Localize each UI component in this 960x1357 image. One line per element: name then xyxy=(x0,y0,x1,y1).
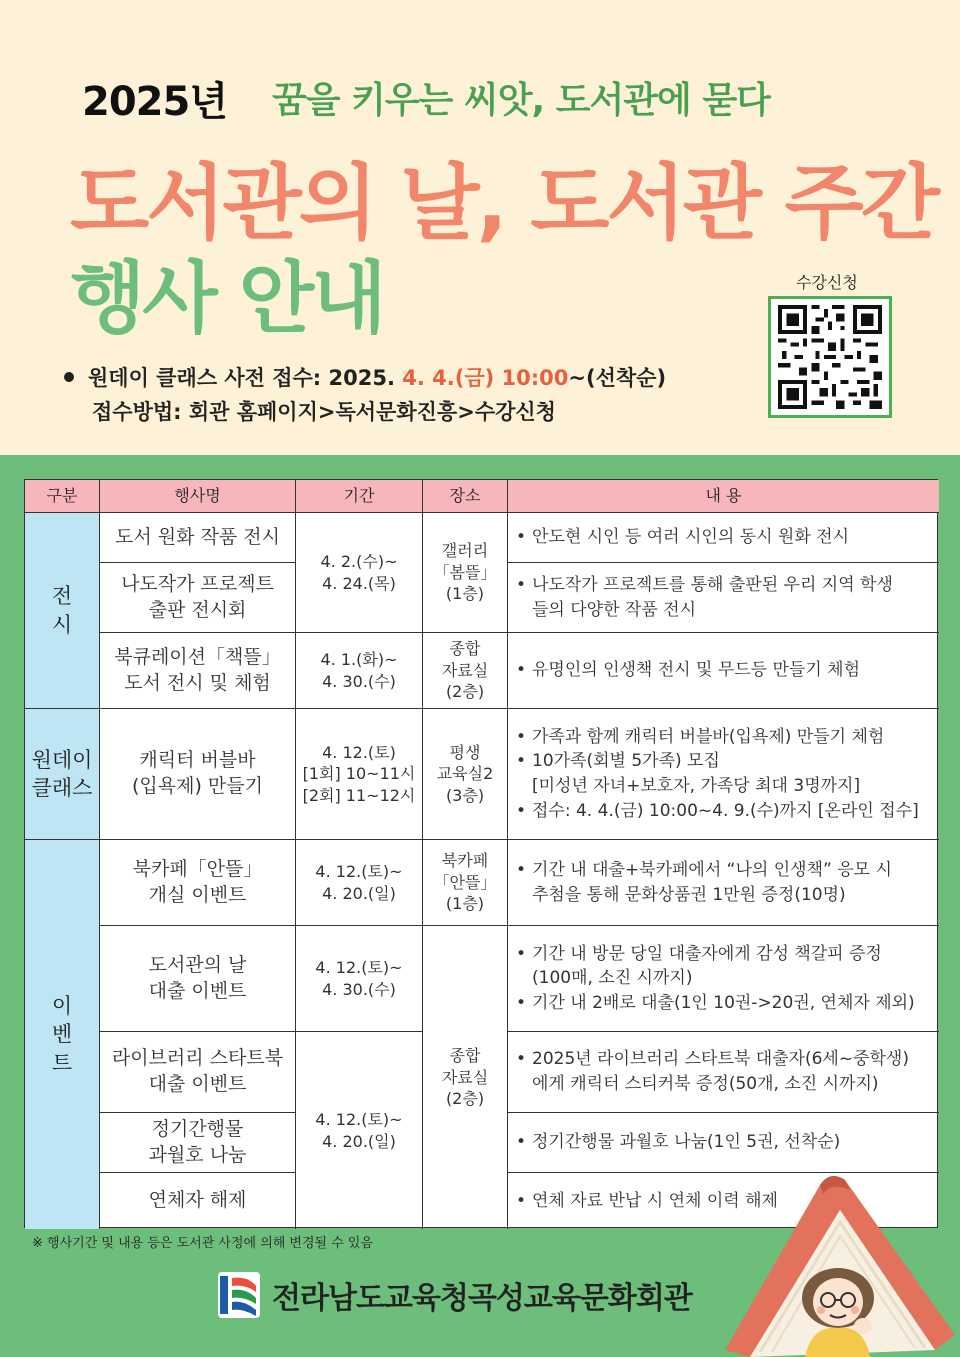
content-item xyxy=(514,1047,909,1096)
event-place: 북카페 「안뜰」 (1층) xyxy=(423,840,508,926)
event-content xyxy=(508,709,939,840)
event-name: 북큐레이션「책뜰」 도서 전시 및 체험 xyxy=(100,633,296,709)
content-line: 추첨을 통해 문화상품권 1만원 증정(10명) xyxy=(532,884,846,905)
event-name: 도서관의 날 대출 이벤트 xyxy=(100,926,296,1032)
event-period: 4. 12.(토)~ 4. 20.(일) xyxy=(296,1032,423,1229)
event-name: 캐릭터 버블바 (입욕제) 만들기 xyxy=(100,709,296,840)
event-period: 4. 1.(화)~ 4. 30.(수) xyxy=(296,633,423,709)
organization-logo-icon xyxy=(218,1272,260,1318)
event-place: 종합 자료실 (2층) xyxy=(423,633,508,709)
content-item xyxy=(514,942,915,991)
content-item: • 안도현 시인 등 여러 시인의 동시 원화 전시 xyxy=(514,525,849,550)
content-item xyxy=(514,858,892,907)
event-content xyxy=(508,633,939,709)
event-period: 4. 12.(토) [1회] 10~11시 [2회] 11~12시 xyxy=(296,709,423,840)
event-name: 나도작가 프로젝트 출판 전시회 xyxy=(100,563,296,633)
schedule-table xyxy=(24,479,938,1228)
year-label: 2025년 xyxy=(82,79,227,125)
content-item: • 가족과 함께 캐릭터 버블바(입욕제) 만들기 체험 xyxy=(514,725,919,750)
slogan: 꿈을 키우는 씨앗, 도서관에 묻다 xyxy=(272,80,770,121)
header-period: 기간 xyxy=(296,480,423,513)
organization-name: 전라남도교육청곡성교육문화회관 xyxy=(272,1281,692,1316)
registration-date: 4. 4.(금) 10:00 xyxy=(402,366,569,390)
content-item: • 연체 자료 반납 시 연체 이력 해제 xyxy=(514,1189,778,1214)
event-name: 연체자 해제 xyxy=(100,1173,296,1229)
registration-suffix: ~(선착순) xyxy=(568,366,667,390)
event-place: 갤러리 「봄뜰」 (1층) xyxy=(423,513,508,633)
bullet-icon xyxy=(64,372,74,382)
category-exhibit: 전 시 xyxy=(25,513,100,709)
category-event: 이 벤 트 xyxy=(25,840,100,1229)
content-item: • 정기간행물 과월호 나눔(1인 5권, 선착순) xyxy=(514,1130,840,1155)
content-line: (100매, 소진 시까지) xyxy=(532,968,693,989)
qr-label: 수강신청 xyxy=(796,273,858,292)
qr-code[interactable] xyxy=(768,296,892,418)
registration-info xyxy=(64,362,666,392)
event-name: 북카페「안뜰」 개실 이벤트 xyxy=(100,840,296,926)
event-content xyxy=(508,926,939,1032)
event-content xyxy=(508,840,939,926)
event-name: 정기간행물 과월호 나눔 xyxy=(100,1113,296,1173)
qr-code-icon xyxy=(777,305,883,409)
content-line: 기간 내 대출+북카페에서 “나의 인생책” 응모 시 xyxy=(532,859,892,880)
content-item: • 유명인의 인생책 전시 및 무드등 만들기 체험 xyxy=(514,658,860,683)
girl-under-book-illustration-icon xyxy=(720,1160,960,1357)
content-line: 기간 내 방문 당일 대출자에게 감성 책갈피 증정 xyxy=(532,943,882,964)
category-oneday: 원데이 클래스 xyxy=(25,709,100,840)
event-place: 평생 교육실2 (3층) xyxy=(423,709,508,840)
content-item: • 기간 내 2배로 대출(1인 10권->20권, 연체자 제외) xyxy=(514,991,915,1016)
content-line: 2025년 라이브러리 스타트북 대출자(6세~중학생) xyxy=(532,1049,909,1070)
header-place: 장소 xyxy=(423,480,508,513)
content-line: [미성년 자녀+보호자, 가족당 최대 3명까지] xyxy=(532,776,861,796)
change-notice: ※ 행사기간 및 내용 등은 도서관 사정에 의해 변경될 수 있음 xyxy=(32,1236,374,1251)
event-period: 4. 12.(토)~ 4. 30.(수) xyxy=(296,926,423,1032)
event-content xyxy=(508,563,939,633)
content-item xyxy=(514,749,919,798)
event-period: 4. 12.(토)~ 4. 20.(일) xyxy=(296,840,423,926)
registration-prefix: 원데이 클래스 사전 접수: 2025. xyxy=(88,366,395,390)
content-line: 에게 캐릭터 스티커북 증정(50개, 소진 시까지) xyxy=(532,1074,879,1094)
title-line2: 행사 안내 xyxy=(70,254,384,344)
event-name: 도서 원화 작품 전시 xyxy=(100,513,296,563)
footer xyxy=(218,1272,692,1318)
header-category: 구분 xyxy=(25,480,100,513)
event-place: 종합 자료실 (2층) xyxy=(423,926,508,1229)
registration-method: 접수방법: 회관 홈페이지>독서문화진흥>수강신청 xyxy=(92,400,556,424)
event-content xyxy=(508,1032,939,1113)
header-event: 행사명 xyxy=(100,480,296,513)
title-line1: 도서관의 날, 도서관 주간 xyxy=(70,156,937,251)
content-item: • 접수: 4. 4.(금) 10:00~4. 9.(수)까지 [온라인 접수] xyxy=(514,799,919,824)
content-item xyxy=(514,573,893,622)
header-content: 내 용 xyxy=(508,480,939,513)
event-name: 라이브러리 스타트북 대출 이벤트 xyxy=(100,1032,296,1113)
content-line: 들의 다양한 작품 전시 xyxy=(532,599,697,620)
content-line: 나도작가 프로젝트를 통해 출판된 우리 지역 학생 xyxy=(532,574,893,595)
content-line: 10가족(회별 5가족) 모집 xyxy=(532,751,720,772)
event-period: 4. 2.(수)~ 4. 24.(목) xyxy=(296,513,423,633)
event-content xyxy=(508,513,939,563)
